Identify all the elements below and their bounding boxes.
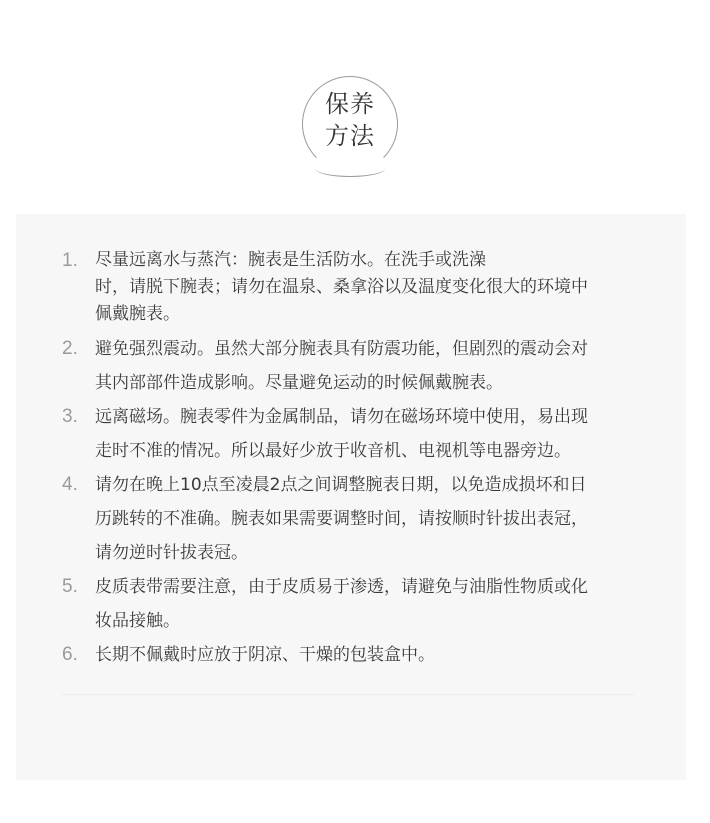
item-number: 2. (62, 338, 78, 359)
item-number: 5. (62, 576, 78, 597)
list-item (62, 468, 642, 570)
item-text-line: 长期不佩戴时应放于阴凉、干燥的包装盒中。 (95, 645, 435, 665)
item-number: 4. (62, 474, 78, 495)
divider (62, 694, 634, 695)
item-text-line: 尽量远离水与蒸汽：腕表是生活防水。在洗手或洗澡 (95, 250, 486, 270)
care-instructions-list (62, 247, 642, 672)
list-item (62, 247, 642, 332)
item-text-line: 时，请脱下腕表；请勿在温泉、桑拿浴以及温度变化很大的环境中 (95, 277, 588, 297)
section-title-line-1: 保养 (325, 90, 375, 118)
item-text-line: 远离磁场。腕表零件为金属制品，请勿在磁场环境中使用，易出现 (95, 407, 588, 427)
item-text-line: 其内部部件造成影响。尽量避免运动的时候佩戴腕表。 (95, 373, 503, 393)
item-text-line: 请勿逆时针拔表冠。 (95, 543, 248, 563)
section-title (302, 88, 398, 152)
item-text-line: 妆品接触。 (95, 611, 180, 631)
item-text-line: 皮质表带需要注意，由于皮质易于渗透，请避免与油脂性物质或化 (95, 577, 588, 597)
item-text-line: 走时不准的情况。所以最好少放于收音机、电视机等电器旁边。 (95, 441, 571, 461)
item-number: 6. (62, 644, 78, 665)
list-item (62, 332, 642, 400)
list-item (62, 570, 642, 638)
list-item (62, 400, 642, 468)
item-text-line: 历跳转的不准确。腕表如果需要调整时间，请按顺时针拔出表冠， (95, 509, 588, 529)
item-text-line: 避免强烈震动。虽然大部分腕表具有防震功能，但剧烈的震动会对 (95, 339, 588, 359)
list-item (62, 638, 642, 672)
section-title-line-2: 方法 (325, 122, 375, 150)
item-text-line: 佩戴腕表。 (95, 304, 180, 324)
item-number: 1. (62, 250, 78, 271)
item-text-line: 请勿在晚上10点至凌晨2点之间调整腕表日期，以免造成损坏和日 (95, 475, 587, 495)
item-number: 3. (62, 406, 78, 427)
